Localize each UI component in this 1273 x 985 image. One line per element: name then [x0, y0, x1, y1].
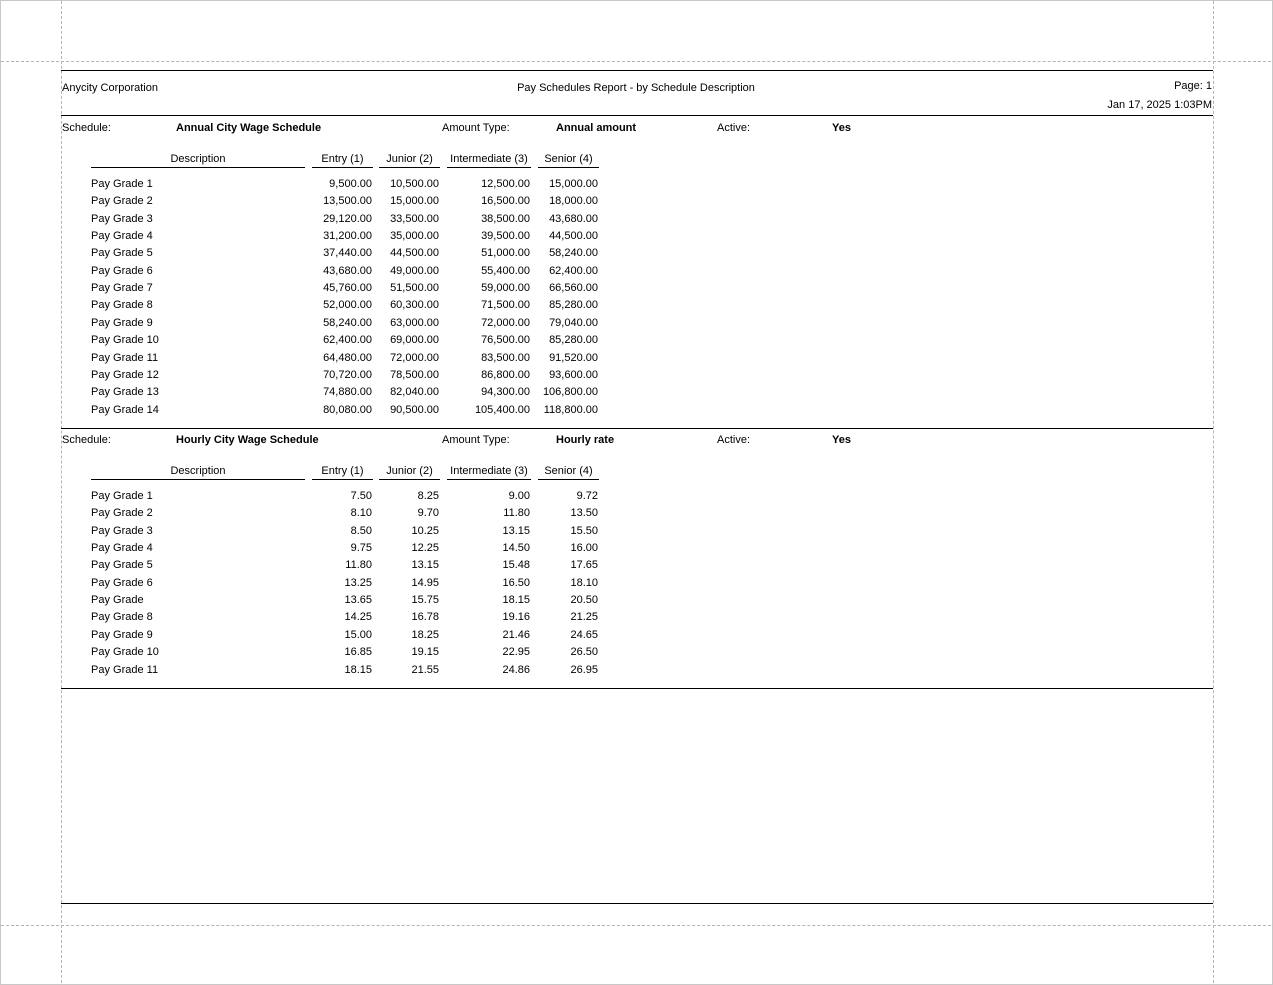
- cell-senior: 106,800.00: [542, 386, 598, 399]
- column-header-description: Description: [91, 465, 305, 480]
- margin-guide-top: [1, 61, 1271, 62]
- cell-intermediate: 16,500.00: [481, 195, 530, 208]
- cell-senior: 15.50: [570, 524, 598, 537]
- cell-entry: 31,200.00: [323, 230, 372, 243]
- cell-senior: 62,400.00: [549, 264, 598, 277]
- cell-intermediate: 14.50: [502, 542, 530, 555]
- column-header-description: Description: [91, 153, 305, 168]
- cell-intermediate: 94,300.00: [481, 386, 530, 399]
- margin-guide-left: [61, 1, 62, 983]
- cell-senior: 91,520.00: [549, 351, 598, 364]
- cell-senior: 79,040.00: [549, 316, 598, 329]
- cell-junior: 14.95: [411, 576, 439, 589]
- cell-junior: 10,500.00: [390, 178, 439, 190]
- cell-description: Pay Grade 13: [91, 386, 159, 399]
- cell-entry: 16.85: [344, 646, 372, 659]
- cell-senior: 16.00: [570, 542, 598, 555]
- cell-junior: 9.70: [417, 507, 439, 520]
- cell-senior: 85,280.00: [549, 299, 598, 312]
- cell-intermediate: 12,500.00: [481, 178, 530, 190]
- cell-description: Pay Grade 4: [91, 230, 153, 243]
- cell-junior: 21.55: [411, 663, 439, 676]
- cell-description: Pay Grade 9: [91, 316, 153, 329]
- cell-intermediate: 83,500.00: [481, 351, 530, 364]
- cell-entry: 58,240.00: [323, 316, 372, 329]
- company-name: Anycity Corporation: [62, 82, 158, 94]
- cell-junior: 69,000.00: [390, 334, 439, 347]
- cell-description: Pay Grade 2: [91, 195, 153, 208]
- cell-intermediate: 59,000.00: [481, 282, 530, 295]
- cell-entry: 62,400.00: [323, 334, 372, 347]
- column-header-junior: Junior (2): [379, 465, 440, 480]
- cell-entry: 18.15: [344, 663, 372, 676]
- cell-intermediate: 21.46: [502, 628, 530, 641]
- cell-senior: 17.65: [570, 559, 598, 572]
- cell-description: Pay Grade 10: [91, 646, 159, 659]
- column-header-entry: Entry (1): [312, 153, 373, 168]
- cell-entry: 15.00: [344, 628, 372, 641]
- cell-description: Pay Grade 7: [91, 282, 153, 295]
- cell-description: Pay Grade 1: [91, 178, 153, 190]
- cell-senior: 18,000.00: [549, 195, 598, 208]
- cell-junior: 44,500.00: [390, 247, 439, 260]
- cell-description: Pay Grade 5: [91, 247, 153, 260]
- cell-intermediate: 105,400.00: [474, 403, 530, 416]
- cell-entry: 7.50: [350, 490, 372, 502]
- header-bottom-rule: [61, 115, 1213, 116]
- cell-description: Pay Grade 10: [91, 334, 159, 347]
- cell-senior: 15,000.00: [549, 178, 598, 190]
- cell-junior: 82,040.00: [390, 386, 439, 399]
- cell-intermediate: 13.15: [502, 524, 530, 537]
- cell-intermediate: 51,000.00: [481, 247, 530, 260]
- cell-intermediate: 71,500.00: [481, 299, 530, 312]
- cell-senior: 93,600.00: [549, 368, 598, 381]
- cell-entry: 45,760.00: [323, 282, 372, 295]
- cell-description: Pay Grade 2: [91, 507, 153, 520]
- cell-junior: 10.25: [411, 524, 439, 537]
- cell-intermediate: 18.15: [502, 594, 530, 607]
- cell-junior: 35,000.00: [390, 230, 439, 243]
- cell-entry: 64,480.00: [323, 351, 372, 364]
- active-label: Active:: [717, 122, 751, 134]
- cell-senior: 44,500.00: [549, 230, 598, 243]
- schedule-name: Hourly City Wage Schedule: [176, 434, 319, 446]
- cell-senior: 26.50: [570, 646, 598, 659]
- cell-junior: 12.25: [411, 542, 439, 555]
- cell-entry: 9.75: [350, 542, 372, 555]
- cell-entry: 74,880.00: [323, 386, 372, 399]
- cell-intermediate: 76,500.00: [481, 334, 530, 347]
- cell-description: Pay Grade 11: [91, 351, 159, 364]
- cell-description: Pay Grade 12: [91, 368, 159, 381]
- cell-junior: 8.25: [417, 490, 439, 502]
- cell-senior: 18.10: [570, 576, 598, 589]
- cell-senior: 21.25: [570, 611, 598, 624]
- cell-senior: 118,800.00: [543, 403, 598, 416]
- cell-junior: 63,000.00: [390, 316, 439, 329]
- active-value: Yes: [832, 122, 851, 134]
- column-header-senior: Senior (4): [538, 153, 599, 168]
- cell-junior: 19.15: [411, 646, 439, 659]
- schedule-label: Schedule:: [62, 434, 111, 446]
- cell-intermediate: 24.86: [502, 663, 530, 676]
- cell-junior: 33,500.00: [390, 212, 439, 225]
- column-header-senior: Senior (4): [538, 465, 599, 480]
- active-label: Active:: [717, 434, 751, 446]
- cell-entry: 43,680.00: [323, 264, 372, 277]
- column-header-intermediate: Intermediate (3): [447, 153, 531, 168]
- cell-junior: 90,500.00: [390, 403, 439, 416]
- amount-type-label: Amount Type:: [442, 434, 510, 446]
- cell-entry: 8.50: [350, 524, 372, 537]
- cell-entry: 37,440.00: [323, 247, 372, 260]
- cell-intermediate: 22.95: [502, 646, 530, 659]
- active-value: Yes: [832, 434, 851, 446]
- cell-junior: 78,500.00: [390, 368, 439, 381]
- cell-intermediate: 9.00: [508, 490, 530, 502]
- schedule-label: Schedule:: [62, 122, 111, 134]
- cell-intermediate: 39,500.00: [481, 230, 530, 243]
- cell-entry: 11.80: [345, 559, 372, 572]
- cell-description: Pay Grade: [91, 594, 144, 607]
- cell-intermediate: 16.50: [502, 576, 530, 589]
- cell-entry: 80,080.00: [323, 403, 372, 416]
- cell-description: Pay Grade 9: [91, 628, 153, 641]
- cell-senior: 13.50: [570, 507, 598, 520]
- cell-entry: 29,120.00: [323, 212, 372, 225]
- header-top-rule: [61, 70, 1213, 71]
- cell-junior: 13.15: [411, 559, 439, 572]
- cell-intermediate: 11.80: [503, 507, 530, 520]
- page-number: Page: 1: [1174, 80, 1212, 92]
- footer-rule: [61, 903, 1213, 904]
- cell-description: Pay Grade 11: [91, 663, 159, 676]
- cell-intermediate: 86,800.00: [481, 368, 530, 381]
- report-datetime: Jan 17, 2025 1:03PM: [1107, 99, 1212, 111]
- amount-type-value: Annual amount: [556, 122, 637, 134]
- cell-description: Pay Grade 3: [91, 212, 153, 225]
- cell-description: Pay Grade 6: [91, 264, 153, 277]
- cell-junior: 16.78: [411, 611, 439, 624]
- column-header-junior: Junior (2): [379, 153, 440, 168]
- report-title: Pay Schedules Report - by Schedule Description: [517, 82, 755, 94]
- cell-description: Pay Grade 14: [91, 403, 159, 416]
- cell-intermediate: 19.16: [502, 611, 530, 624]
- cell-description: Pay Grade 8: [91, 611, 153, 624]
- column-header-entry: Entry (1): [312, 465, 373, 480]
- cell-description: Pay Grade 8: [91, 299, 153, 312]
- cell-intermediate: 38,500.00: [481, 212, 530, 225]
- cell-junior: 15,000.00: [390, 195, 439, 208]
- cell-junior: 18.25: [411, 628, 439, 641]
- cell-entry: 52,000.00: [323, 299, 372, 312]
- column-header-intermediate: Intermediate (3): [447, 465, 531, 480]
- margin-guide-right: [1213, 1, 1214, 983]
- cell-senior: 9.72: [576, 490, 598, 502]
- cell-senior: 43,680.00: [549, 212, 598, 225]
- cell-entry: 13.65: [344, 594, 372, 607]
- cell-junior: 15.75: [411, 594, 439, 607]
- cell-senior: 58,240.00: [549, 247, 598, 260]
- report-end-rule: [61, 688, 1213, 689]
- cell-description: Pay Grade 6: [91, 576, 153, 589]
- cell-description: Pay Grade 1: [91, 490, 153, 502]
- cell-junior: 49,000.00: [390, 264, 439, 277]
- cell-entry: 70,720.00: [323, 368, 372, 381]
- cell-junior: 72,000.00: [390, 351, 439, 364]
- amount-type-value: Hourly rate: [556, 434, 615, 446]
- cell-entry: 13,500.00: [323, 195, 372, 208]
- cell-description: Pay Grade 3: [91, 524, 153, 537]
- cell-senior: 26.95: [570, 663, 598, 676]
- cell-entry: 14.25: [344, 611, 372, 624]
- cell-senior: 24.65: [570, 628, 598, 641]
- cell-description: Pay Grade 5: [91, 559, 153, 572]
- cell-description: Pay Grade 4: [91, 542, 153, 555]
- cell-junior: 60,300.00: [390, 299, 439, 312]
- cell-entry: 9,500.00: [329, 178, 372, 190]
- amount-type-label: Amount Type:: [442, 122, 510, 134]
- cell-intermediate: 15.48: [502, 559, 530, 572]
- cell-senior: 66,560.00: [549, 282, 598, 295]
- cell-intermediate: 72,000.00: [481, 316, 530, 329]
- cell-entry: 8.10: [350, 507, 372, 520]
- cell-senior: 20.50: [570, 594, 598, 607]
- schedule-name: Annual City Wage Schedule: [176, 122, 322, 134]
- cell-junior: 51,500.00: [390, 282, 439, 295]
- section-divider: [61, 428, 1213, 429]
- cell-senior: 85,280.00: [549, 334, 598, 347]
- margin-guide-bottom: [1, 925, 1271, 926]
- cell-entry: 13.25: [344, 576, 372, 589]
- cell-intermediate: 55,400.00: [481, 264, 530, 277]
